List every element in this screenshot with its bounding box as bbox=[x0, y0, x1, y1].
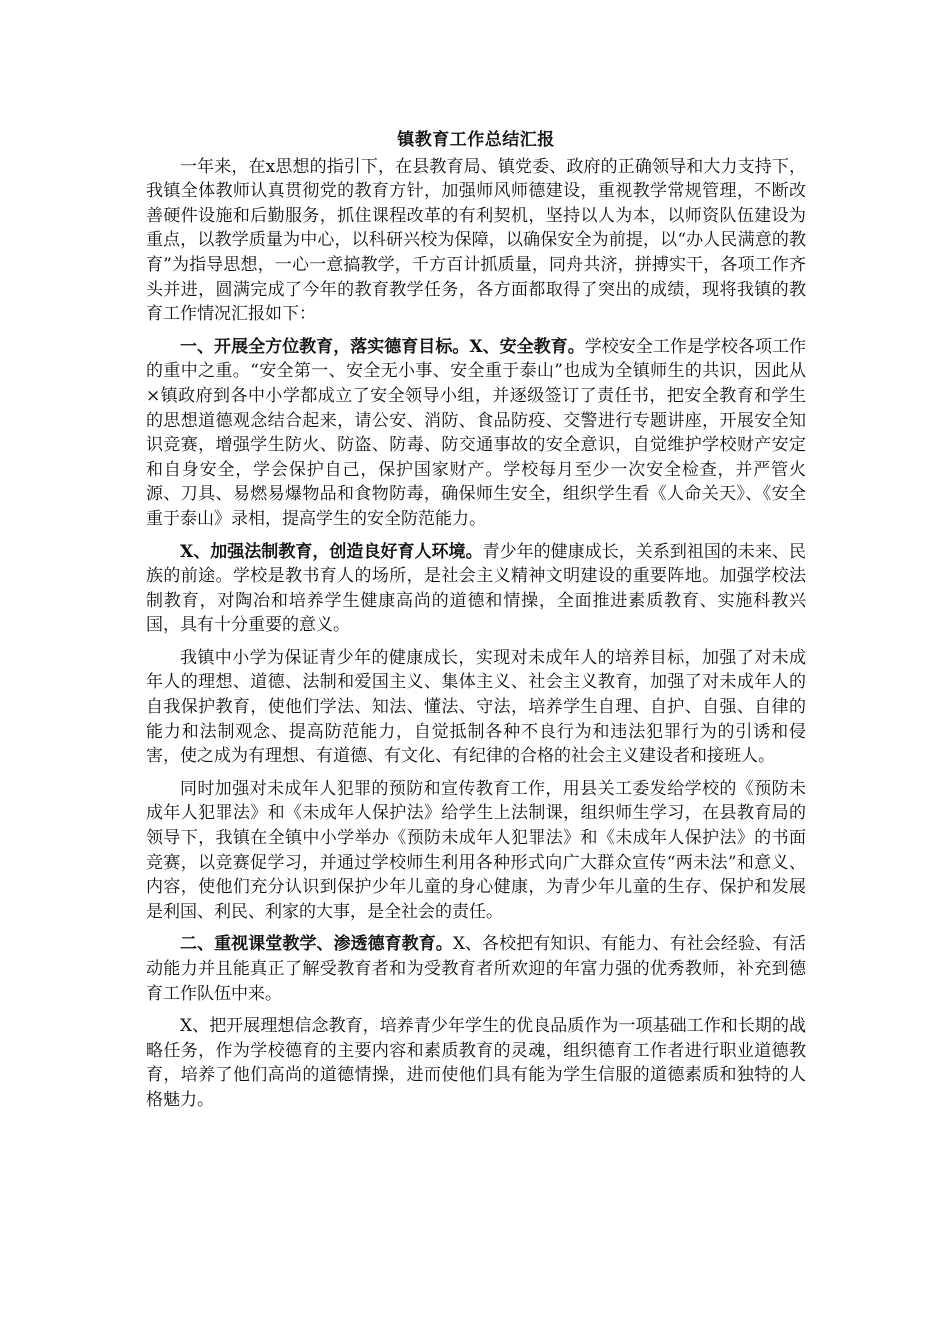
paragraph-text: 一年来，在x思想的指引下，在县教育局、镇党委、政府的正确领导和大力支持下，我镇全体教师认真贯彻党的教育方针，加强师风师德建设，重视教学常规管理，不断改善硬件设施和后勤服务，抓住课程改革的有利契机，坚持以人为本，以师资队伍建设为重点，以教学质量为中心，以科研兴校为保障，以确保安全为前提，以“办人民满意的教育”为指导思想，一心一意搞教学，千方百计抓质量，同舟共济，拼搏实干，各项工作齐头并进，圆满完成了今年的教育教学任务，各方面都取得了突出的成绩，现将我镇的教育工作情况汇报如下： bbox=[146, 156, 806, 325]
paragraph-heading: 二、重视课堂教学、渗透德育教育。 bbox=[180, 934, 453, 955]
document-title: 镇教育工作总结汇报 bbox=[397, 130, 555, 150]
paragraph-intro bbox=[146, 155, 806, 327]
paragraph-safety-education bbox=[146, 335, 806, 532]
paragraph-heading: 一、开展全方位教育，落实德育目标。X、安全教育。 bbox=[180, 336, 585, 357]
paragraph-crime-prevention bbox=[146, 777, 806, 925]
paragraph-text: 青少年的健康成长，关系到祖国的未来、民族的前途。学校是教书育人的场所，是社会主义精神文明建设的重要阵地。加强学校法制教育，对陶冶和培养学生健康高尚的道德和情操，全面推进素质教育、实施科教兴国，具有十分重要的意义。 bbox=[146, 541, 806, 636]
paragraph-text: X、把开展理想信念教育，培养青少年学生的优良品质作为一项基础工作和长期的战略任务，作为学校德育的主要内容和素质教育的灵魂，组织德育工作者进行职业道德教育，培养了他们高尚的道德情操，进而使他们具有能为学生信服的道德素质和独特的人格魅力。 bbox=[146, 1016, 806, 1110]
paragraph-text: X、各校把有知识、有能力、有社会经验、有活动能力并且能真正了解受教育者和为受教育者所欢迎的年富力强的优秀教师，补充到德育工作队伍中来。 bbox=[146, 934, 806, 1004]
paragraph-minors-protection bbox=[146, 646, 806, 769]
paragraph-classroom-teaching bbox=[146, 932, 806, 1006]
paragraph-text: 学校安全工作是学校各项工作的重中之重。“安全第一、安全无小事、安全重于泰山”也成为全镇师生的共识，因此从×镇政府到各中小学都成立了安全领导小组，并逐级签订了责任书，把安全教育和学生的思想道德观念结合起来，请公安、消防、食品防疫、交警进行专题讲座，开展安全知识竞赛，增强学生防火、防盗、防毒、防交通事故的安全意识，自觉维护学校财产安定和自身安全，学会保护自己，保护国家财产。学校每月至少一次安全检查，并严管火源、刀具、易燃易爆物品和食物防毒，确保师生安全，组织学生看《人命关天》、《安全重于泰山》录相，提高学生的安全防范能力。 bbox=[146, 336, 806, 529]
paragraph-text: 同时加强对未成年人犯罪的预防和宣传教育工作，用县关工委发给学校的《预防未成年人犯罪法》和《未成年人保护法》给学生上法制课，组织师生学习，在县教育局的领导下，我镇在全镇中小学举办《预防未成年人犯罪法》和《未成年人保护法》的书面竞赛，以竞赛促学习，并通过学校师生利用各种形式向广大群众宣传“两未法”和意义、内容，使他们充分认识到保护少年儿童的身心健康，为青少年儿童的生存、保护和发展是利国、利民、利家的大事，是全社会的责任。 bbox=[146, 778, 806, 922]
paragraph-heading: X、加强法制教育，创造良好育人环境。 bbox=[180, 541, 483, 562]
paragraph-legal-education bbox=[146, 540, 806, 638]
paragraph-ideals-education bbox=[146, 1014, 806, 1112]
document-body bbox=[146, 128, 806, 1121]
paragraph-text: 我镇中小学为保证青少年的健康成长，实现对未成年人的培养目标，加强了对未成年人的理想、道德、法制和爱国主义、集体主义、社会主义教育，加强了对未成年人的自我保护教育，使他们学法、知法、懂法、守法，培养学生自理、自护、自强、自律的能力和法制观念、提高防范能力，自觉抵制各种不良行为和违法犯罪行为的引诱和侵害，使之成为有理想、有道德、有文化、有纪律的合格的社会主义建设者和接班人。 bbox=[146, 647, 806, 767]
